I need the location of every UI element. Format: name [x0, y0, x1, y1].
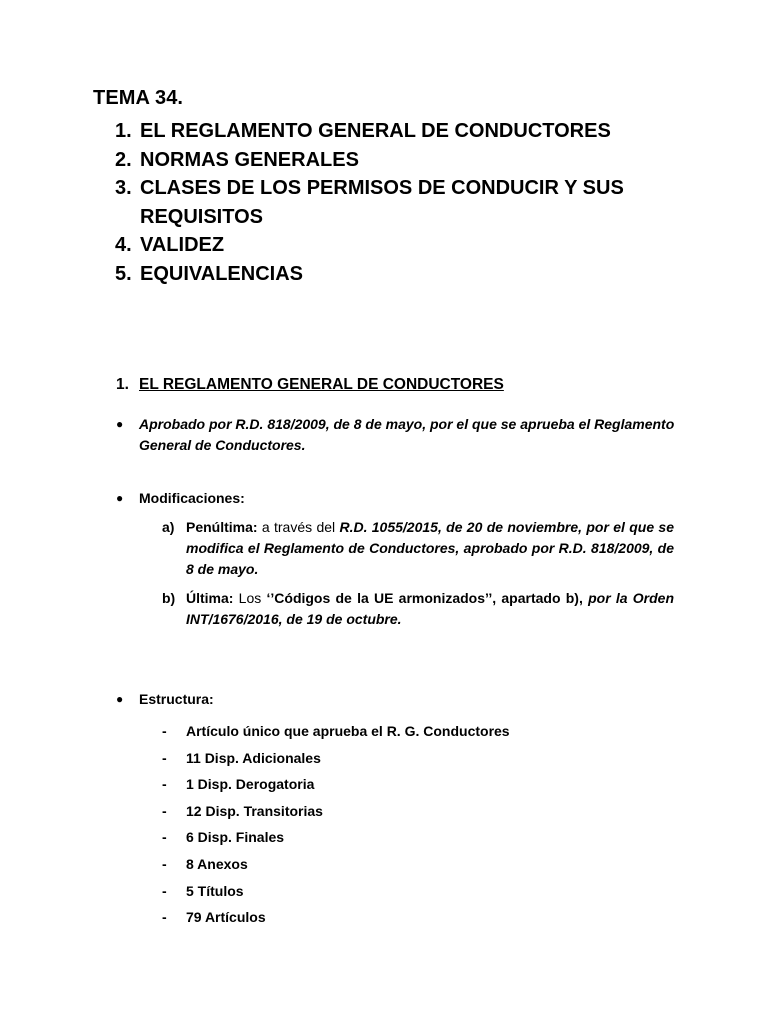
section-heading — [116, 376, 504, 394]
bullet-structure — [116, 689, 676, 710]
toc-item — [115, 174, 675, 231]
dash-icon: - — [162, 882, 167, 899]
list-item-text: 11 Disp. Adicionales — [186, 749, 321, 766]
item-label: Última: — [186, 590, 234, 606]
toc-number: 1. — [115, 120, 132, 142]
item-letter: a) — [162, 519, 175, 535]
item-connector: Los — [233, 590, 267, 606]
dash-icon: - — [162, 723, 167, 739]
list-item — [162, 878, 510, 905]
list-item — [162, 771, 510, 798]
toc-number: 5. — [115, 262, 132, 285]
list-item-text: 1 Disp. Derogatoria — [186, 776, 315, 793]
list-item — [162, 798, 510, 825]
dash-icon: - — [162, 909, 167, 926]
list-item — [162, 745, 510, 772]
modification-item-a — [162, 517, 674, 580]
toc-item — [115, 146, 675, 175]
item-text: R.D. 1055/2015, de 20 de noviembre, por el que se modifica el Reglamento de Conductores, aprobado por R.D. 818/2009, de 8 de mayo. — [186, 519, 675, 577]
structure-label: Estructura: — [139, 691, 214, 707]
list-item-text: 79 Artículos — [186, 909, 266, 926]
list-item — [162, 904, 510, 931]
dash-icon: - — [162, 776, 167, 793]
item-text: por la Orden INT/1676/2016, de 19 de octubre. — [186, 590, 675, 627]
section-title: EL REGLAMENTO GENERAL DE CONDUCTORES — [139, 376, 504, 393]
toc-item — [115, 117, 675, 146]
item-letter: b) — [162, 590, 176, 606]
list-item-text: 5 Títulos — [186, 882, 244, 899]
toc-text: VALIDEZ — [140, 234, 225, 256]
bullet-dot-icon: ● — [116, 692, 124, 706]
approved-text: Aprobado por R.D. 818/2009, de 8 de mayo, por el que se aprueba el Reglamento General de Conductores. — [139, 416, 675, 453]
bullet-dot-icon: ● — [116, 417, 124, 431]
dash-icon: - — [162, 855, 167, 872]
dash-icon: - — [162, 829, 167, 846]
toc-number: 2. — [115, 148, 132, 171]
toc-item — [115, 260, 675, 289]
list-item — [162, 851, 510, 878]
list-item — [162, 718, 510, 745]
toc-number: 3. — [115, 177, 132, 199]
item-connector: a través del — [257, 519, 340, 535]
bullet-modifications — [116, 488, 676, 509]
toc-text: CLASES DE LOS PERMISOS DE CONDUCIR Y SUS REQUISITOS — [140, 177, 624, 228]
toc-text: EL REGLAMENTO GENERAL DE CONDUCTORES — [140, 120, 611, 142]
list-item-text: 8 Anexos — [186, 855, 248, 872]
list-item-text: 6 Disp. Finales — [186, 829, 285, 846]
page-title: TEMA 34. — [93, 87, 184, 109]
structure-list — [162, 718, 510, 931]
item-quoted: ‘’Códigos de la UE armonizados’’, apartado b), — [266, 590, 583, 606]
section-number: 1. — [116, 376, 129, 393]
list-item-text: Artículo único que aprueba el R. G. Conductores — [186, 723, 510, 739]
list-item-text: 12 Disp. Transitorias — [186, 802, 323, 819]
table-of-contents — [115, 117, 675, 288]
dash-icon: - — [162, 802, 167, 819]
list-item — [162, 824, 510, 851]
bullet-approved — [116, 414, 676, 456]
toc-text: EQUIVALENCIAS — [140, 262, 303, 285]
toc-number: 4. — [115, 234, 132, 256]
toc-text: NORMAS GENERALES — [140, 148, 359, 171]
toc-item — [115, 231, 675, 260]
bullet-dot-icon: ● — [116, 491, 124, 505]
dash-icon: - — [162, 749, 167, 766]
modifications-label: Modificaciones: — [139, 490, 245, 506]
item-label: Penúltima: — [186, 519, 258, 535]
modification-item-b — [162, 588, 674, 630]
